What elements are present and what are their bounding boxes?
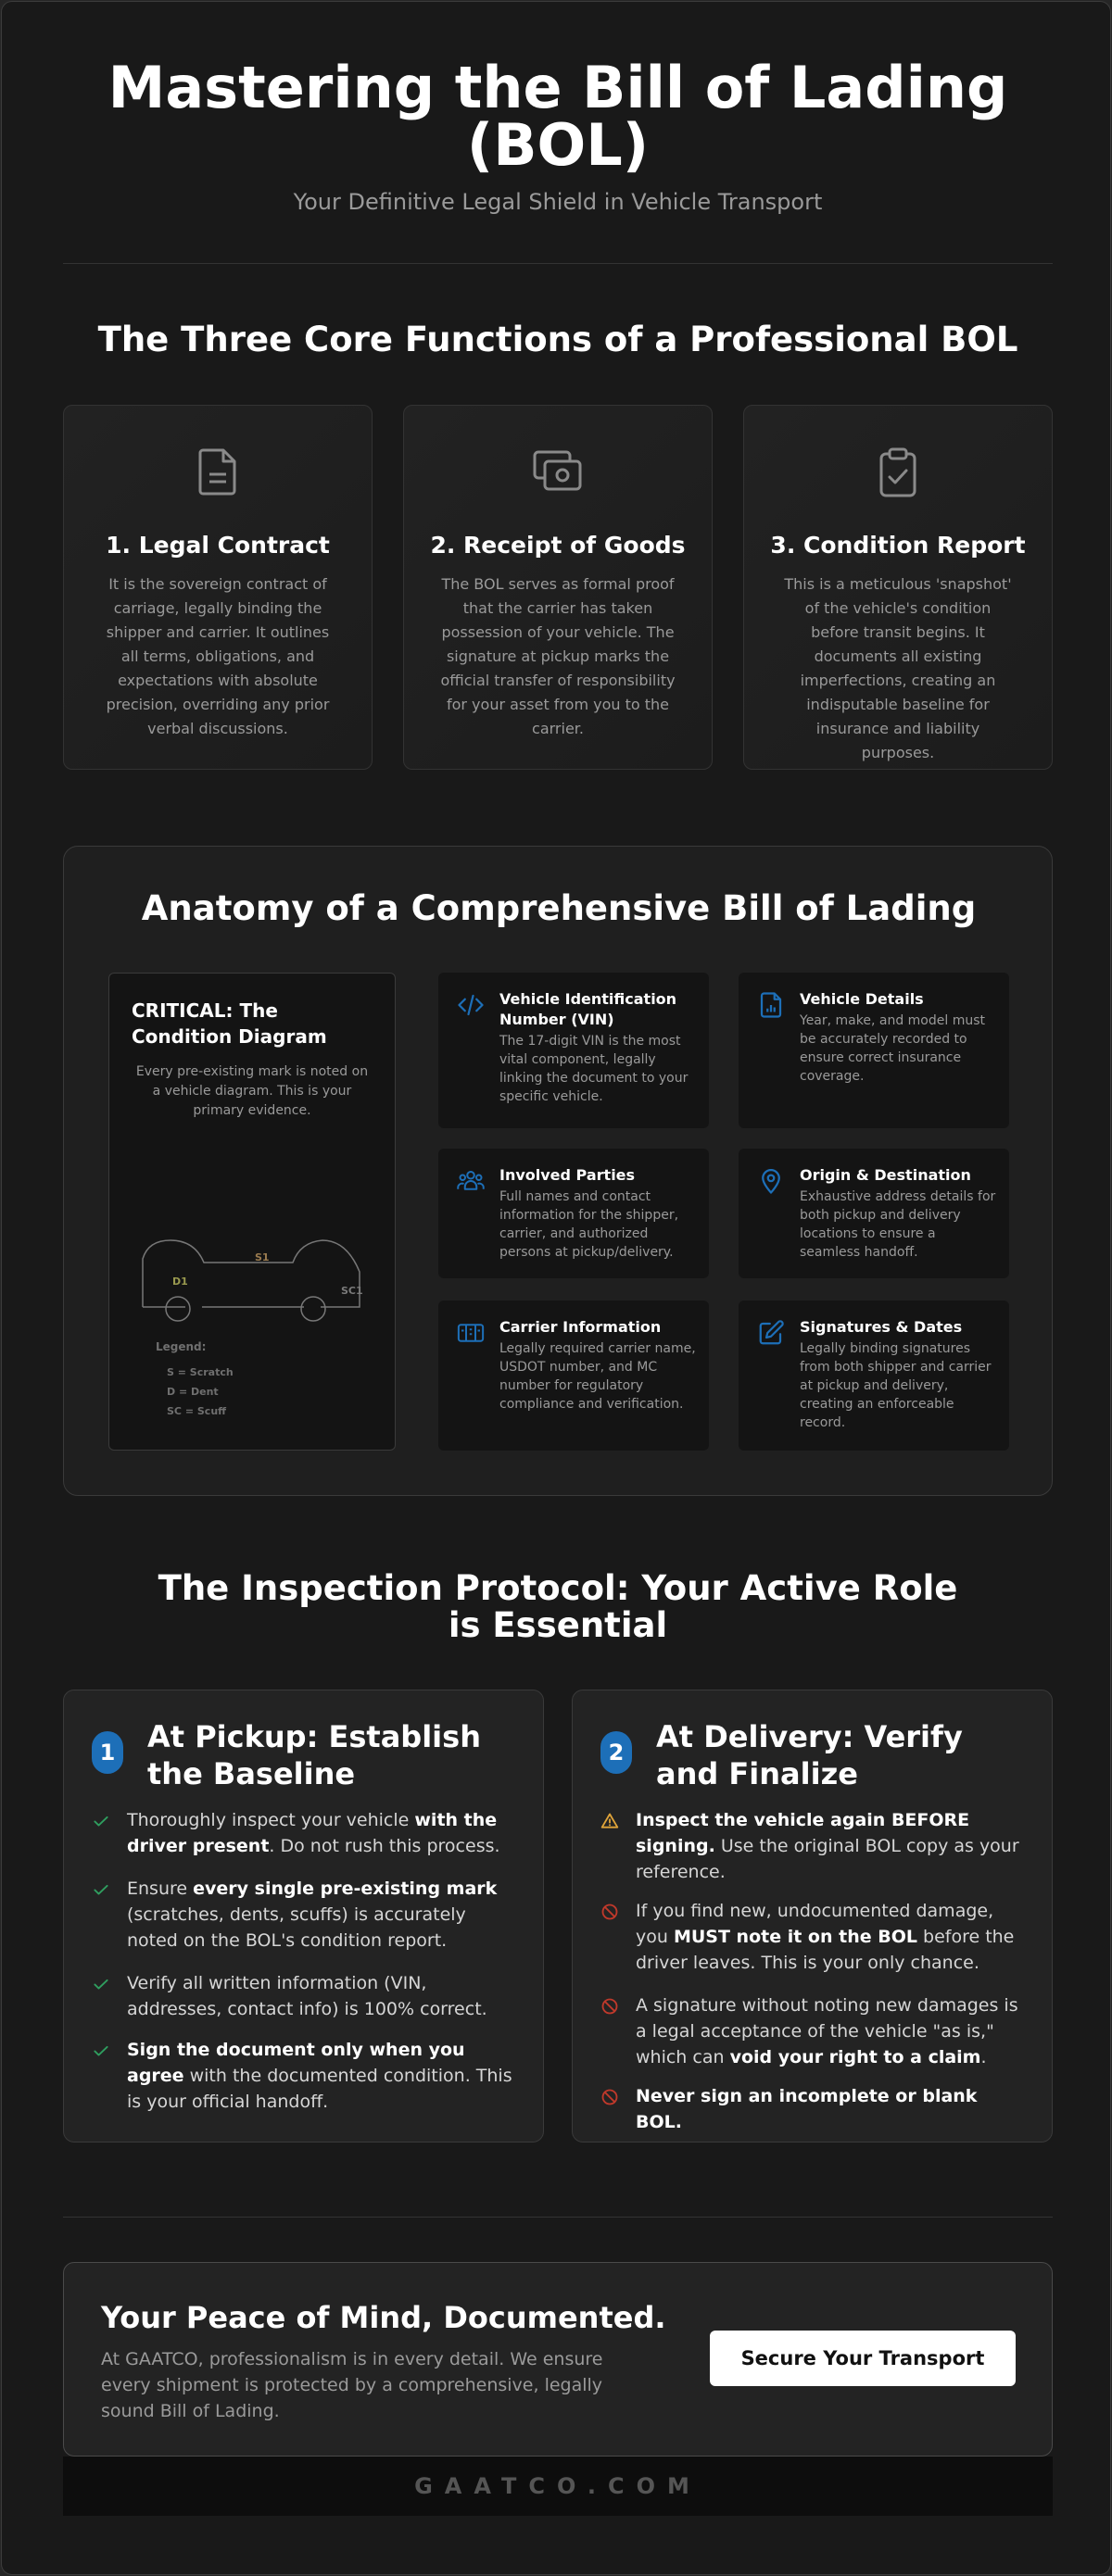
legend-item: SC = Scuff <box>167 1405 227 1417</box>
anatomy-item-title: Vehicle Identification Number (VIN) <box>499 990 677 1028</box>
checkmark-icon <box>92 2042 110 2060</box>
checkmark-icon <box>92 1880 110 1899</box>
checklist-item-text: Ensure every single pre-existing mark (scratches, dents, scuffs) is accurately noted on the BOL's condition report. <box>127 1879 498 1951</box>
legend-item: D = Dent <box>167 1386 219 1398</box>
cta-title: Your Peace of Mind, Documented. <box>101 2300 666 2335</box>
anatomy-title: Anatomy of a Comprehensive Bill of Lading <box>141 888 977 928</box>
checklist-item-text: Never sign an incomplete or blank BOL. <box>636 2086 978 2132</box>
pencil-square-icon <box>757 1319 785 1347</box>
checklist-item-text: Inspect the vehicle again BEFORE signing. Use the original BOL copy as your reference. <box>636 1810 1019 1882</box>
prohibited-icon <box>600 1997 619 2016</box>
anatomy-item-title: Signatures & Dates <box>800 1318 963 1336</box>
pickup-title: At Pickup: Establish the Baseline <box>147 1719 481 1791</box>
legend-title: Legend: <box>156 1340 207 1353</box>
step-number-badge: 1 <box>92 1731 123 1774</box>
condition-diagram-card <box>108 973 396 1451</box>
anatomy-item-carrier-information <box>438 1301 709 1451</box>
anatomy-item-origin-destination <box>739 1149 1009 1278</box>
checklist-item <box>92 1970 515 2022</box>
checklist-item-text: Sign the document only when you agree with the documented condition. This is your official handoff. <box>127 2040 512 2112</box>
id-card-icon <box>457 1319 485 1347</box>
function-card-text: It is the sovereign contract of carriage, legally binding the shipper and carrier. It outlines all terms, obligations, and expectations with absolute precision, overriding any prior verbal discussions. <box>106 575 330 737</box>
code-icon <box>457 991 485 1019</box>
anatomy-item-title: Vehicle Details <box>800 990 924 1008</box>
anatomy-section <box>63 846 1053 1496</box>
pickup-card <box>63 1690 544 2142</box>
anatomy-item-text: Legally required carrier name, USDOT number, and MC number for regulatory compliance and verification. <box>499 1341 696 1412</box>
divider <box>63 2217 1053 2218</box>
function-card-receipt-of-goods <box>403 405 713 770</box>
function-card-title: 2. Receipt of Goods <box>430 532 686 559</box>
dent-mark-label: D1 <box>172 1275 188 1288</box>
checklist-item <box>600 1898 1024 1976</box>
anatomy-item-text: Exhaustive address details for both pickup and delivery locations to ensure a seamless handoff. <box>800 1189 996 1260</box>
document-chart-icon <box>757 991 785 1019</box>
infographic-page <box>1 1 1111 2575</box>
cta-text: At GAATCO, professionalism is in every detail. We ensure every shipment is protected by a comprehensive, legally sound Bill of Lading. <box>101 2349 603 2421</box>
checklist-item-text: Thoroughly inspect your vehicle with the driver present. Do not rush this process. <box>127 1810 500 1856</box>
function-card-text: The BOL serves as formal proof that the carrier has taken possession of your vehicle. The signature at pickup marks the official transfer of responsibility for your asset from you to the carrier. <box>440 575 676 737</box>
checklist-item-text: Verify all written information (VIN, addresses, contact info) is 100% correct. <box>127 1973 487 2019</box>
checklist-item <box>600 1992 1024 2070</box>
anatomy-item-text: The 17-digit VIN is the most vital component, legally linking the document to your specific vehicle. <box>499 1034 689 1104</box>
anatomy-item-title: Carrier Information <box>499 1318 662 1336</box>
anatomy-item-involved-parties <box>438 1149 709 1278</box>
legend-item: S = Scratch <box>167 1366 234 1378</box>
prohibited-icon <box>600 1903 619 1921</box>
anatomy-item-vin <box>438 973 709 1128</box>
checklist-item-text: If you find new, undocumented damage, you MUST note it on the BOL before the driver leaves. This is your only chance. <box>636 1901 1015 1973</box>
anatomy-item-title: Origin & Destination <box>800 1166 971 1184</box>
checklist-item <box>600 2083 1024 2135</box>
delivery-title: At Delivery: Verify and Finalize <box>656 1719 963 1791</box>
function-card-title: 3. Condition Report <box>770 532 1026 559</box>
footer-brand: GAATCO.COM <box>63 2457 1053 2516</box>
function-card-text: This is a meticulous 'snapshot' of the vehicle's condition before transit begins. It documents all existing imperfections, creating an indisputable baseline for insurance and liability purposes. <box>784 575 1012 761</box>
document-icon <box>64 446 372 496</box>
condition-diagram-text: Every pre-existing mark is noted on a vehicle diagram. This is your primary evidence. <box>135 1064 369 1118</box>
checkmark-icon <box>92 1975 110 1993</box>
condition-diagram-title: CRITICAL: The Condition Diagram <box>132 999 327 1048</box>
divider <box>63 263 1053 264</box>
legend <box>167 1363 234 1421</box>
protocol-title: The Inspection Protocol: Your Active Role is Essential <box>158 1568 958 1645</box>
people-icon <box>457 1167 485 1195</box>
checkmark-icon <box>92 1812 110 1830</box>
scratch-mark-label: S1 <box>255 1251 270 1263</box>
photos-icon <box>404 446 712 496</box>
functions-title: The Three Core Functions of a Professional BOL <box>97 320 1018 359</box>
checklist-item-text: A signature without noting new damages is a legal acceptance of the vehicle "as is," which can void your right to a claim. <box>636 1995 1018 2067</box>
cta-panel <box>63 2262 1053 2457</box>
checklist-item <box>92 1876 515 1954</box>
checklist-item <box>92 2037 515 2115</box>
anatomy-item-title: Involved Parties <box>499 1166 636 1184</box>
function-card-title: 1. Legal Contract <box>106 532 330 559</box>
checklist-item <box>600 1807 1024 1885</box>
step-number-badge: 2 <box>600 1731 632 1774</box>
function-card-legal-contract <box>63 405 373 770</box>
anatomy-item-vehicle-details <box>739 973 1009 1128</box>
page-title: Mastering the Bill of Lading (BOL) <box>107 54 1008 179</box>
anatomy-item-signatures-dates <box>739 1301 1009 1451</box>
anatomy-item-text: Year, make, and model must be accurately recorded to ensure correct insurance coverage. <box>800 1013 986 1084</box>
page-subtitle: Your Definitive Legal Shield in Vehicle Transport <box>293 189 823 215</box>
secure-transport-button[interactable]: Secure Your Transport <box>710 2331 1016 2386</box>
anatomy-item-text: Legally binding signatures from both shipper and carrier at pickup and delivery, creating an enforceable record. <box>800 1341 992 1430</box>
prohibited-icon <box>600 2088 619 2106</box>
scuff-mark-label: SC1 <box>341 1285 363 1297</box>
anatomy-item-text: Full names and contact information for the shipper, carrier, and authorized persons at pickup/delivery. <box>499 1189 679 1260</box>
clipboard-check-icon <box>744 446 1052 498</box>
warning-icon <box>600 1812 619 1830</box>
delivery-card <box>572 1690 1053 2142</box>
checklist-item <box>92 1807 515 1859</box>
location-pin-icon <box>757 1167 785 1195</box>
car-outline-diagram <box>137 1224 369 1335</box>
function-card-condition-report <box>743 405 1053 770</box>
